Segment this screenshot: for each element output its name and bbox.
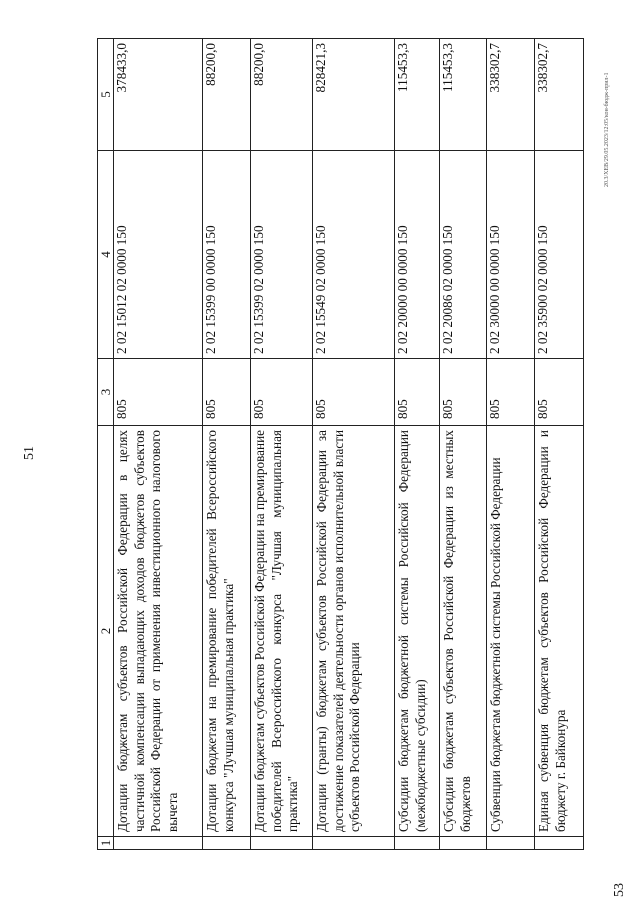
document-code: 20.3/ХЕВ/29.05.2023/12:05/кон-бюдж-прил-1 <box>604 72 610 187</box>
cell-revenue-name: Дотации бюджетам на премирование победителей Всероссийского конкурса "Лучшая муниципальная практика" <box>203 425 250 836</box>
cell-col-1 <box>114 836 202 849</box>
cell-amount: 88200,0 <box>203 43 218 86</box>
table-row <box>440 39 487 849</box>
cell-admin-code: 805 <box>487 358 534 425</box>
table-row <box>395 39 440 849</box>
cell-admin-code: 805 <box>395 358 439 425</box>
cell-revenue-name: Дотации бюджетам субъектов Российской Федерации в целях частичной компенсации выпадающих доходов бюджетов субъектов Российской Федерации от применения инвестиционного налогового вычета <box>114 425 202 836</box>
cell-revenue-name: Субсидии бюджетам бюджетной системы Российской Федерации (межбюджетные субсидии) <box>395 425 439 836</box>
table-row <box>535 39 583 849</box>
cell-budget-code: 2 02 15399 00 0000 150 <box>203 150 250 358</box>
cell-amount: 338302,7 <box>487 43 502 93</box>
cell-col-1 <box>535 836 583 849</box>
cell-admin-code: 805 <box>251 358 312 425</box>
table-row <box>251 39 313 849</box>
cell-col-1 <box>203 836 250 849</box>
header-col-1: 1 <box>98 836 113 849</box>
header-col-2: 2 <box>98 425 113 836</box>
table-row <box>114 39 203 849</box>
cell-col-1 <box>313 836 394 849</box>
cell-budget-code: 2 02 20000 00 0000 150 <box>395 150 439 358</box>
cell-admin-code: 805 <box>203 358 250 425</box>
cell-col-1 <box>395 836 439 849</box>
cell-amount: 88200,0 <box>251 43 266 86</box>
table-row <box>487 39 535 849</box>
page-number-center: 51 <box>22 446 37 460</box>
cell-amount: 115453,3 <box>440 43 455 92</box>
cell-budget-code: 2 02 30000 00 0000 150 <box>487 150 534 358</box>
cell-budget-code: 2 02 15012 02 0000 150 <box>114 150 202 358</box>
header-col-4: 4 <box>98 150 113 358</box>
cell-admin-code: 805 <box>535 358 583 425</box>
cell-budget-code: 2 02 20086 02 0000 150 <box>440 150 486 358</box>
cell-budget-code: 2 02 15399 02 0000 150 <box>251 150 312 358</box>
cell-revenue-name: Дотации (гранты) бюджетам субъектов Российской Федерации за достижение показателей деятельности органов исполнительной власти субъектов Российской Федерации <box>313 425 394 836</box>
cell-amount: 338302,7 <box>535 43 550 93</box>
header-col-3: 3 <box>98 358 113 425</box>
cell-revenue-name: Субсидии бюджетам субъектов Российской Федерации из местных бюджетов <box>440 425 486 836</box>
cell-amount: 828421,3 <box>313 43 328 93</box>
cell-col-1 <box>487 836 534 849</box>
page-number-corner: 53 <box>612 883 627 897</box>
cell-admin-code: 805 <box>114 358 202 425</box>
cell-revenue-name: Дотации бюджетам субъектов Российской Федерации на премирование победителей Всероссийского конкурса "Лучшая муниципальная практика" <box>251 425 312 836</box>
cell-admin-code: 805 <box>313 358 394 425</box>
cell-amount: 115453,3 <box>395 43 410 92</box>
cell-budget-code: 2 02 15549 02 0000 150 <box>313 150 394 358</box>
table-header-row <box>98 39 114 849</box>
cell-amount: 378433,0 <box>114 43 129 93</box>
cell-col-1 <box>440 836 486 849</box>
cell-revenue-name: Единая субвенция бюджетам субъектов Российской Федерации и бюджету г. Байконура <box>535 425 583 836</box>
cell-admin-code: 805 <box>440 358 486 425</box>
cell-col-1 <box>251 836 312 849</box>
table-row <box>203 39 251 849</box>
table-row <box>313 39 395 849</box>
cell-budget-code: 2 02 35900 02 0000 150 <box>535 150 583 358</box>
header-col-5: 5 <box>98 91 113 98</box>
cell-revenue-name: Субвенции бюджетам бюджетной системы Российской Федерации <box>487 425 534 836</box>
budget-table <box>97 38 584 850</box>
